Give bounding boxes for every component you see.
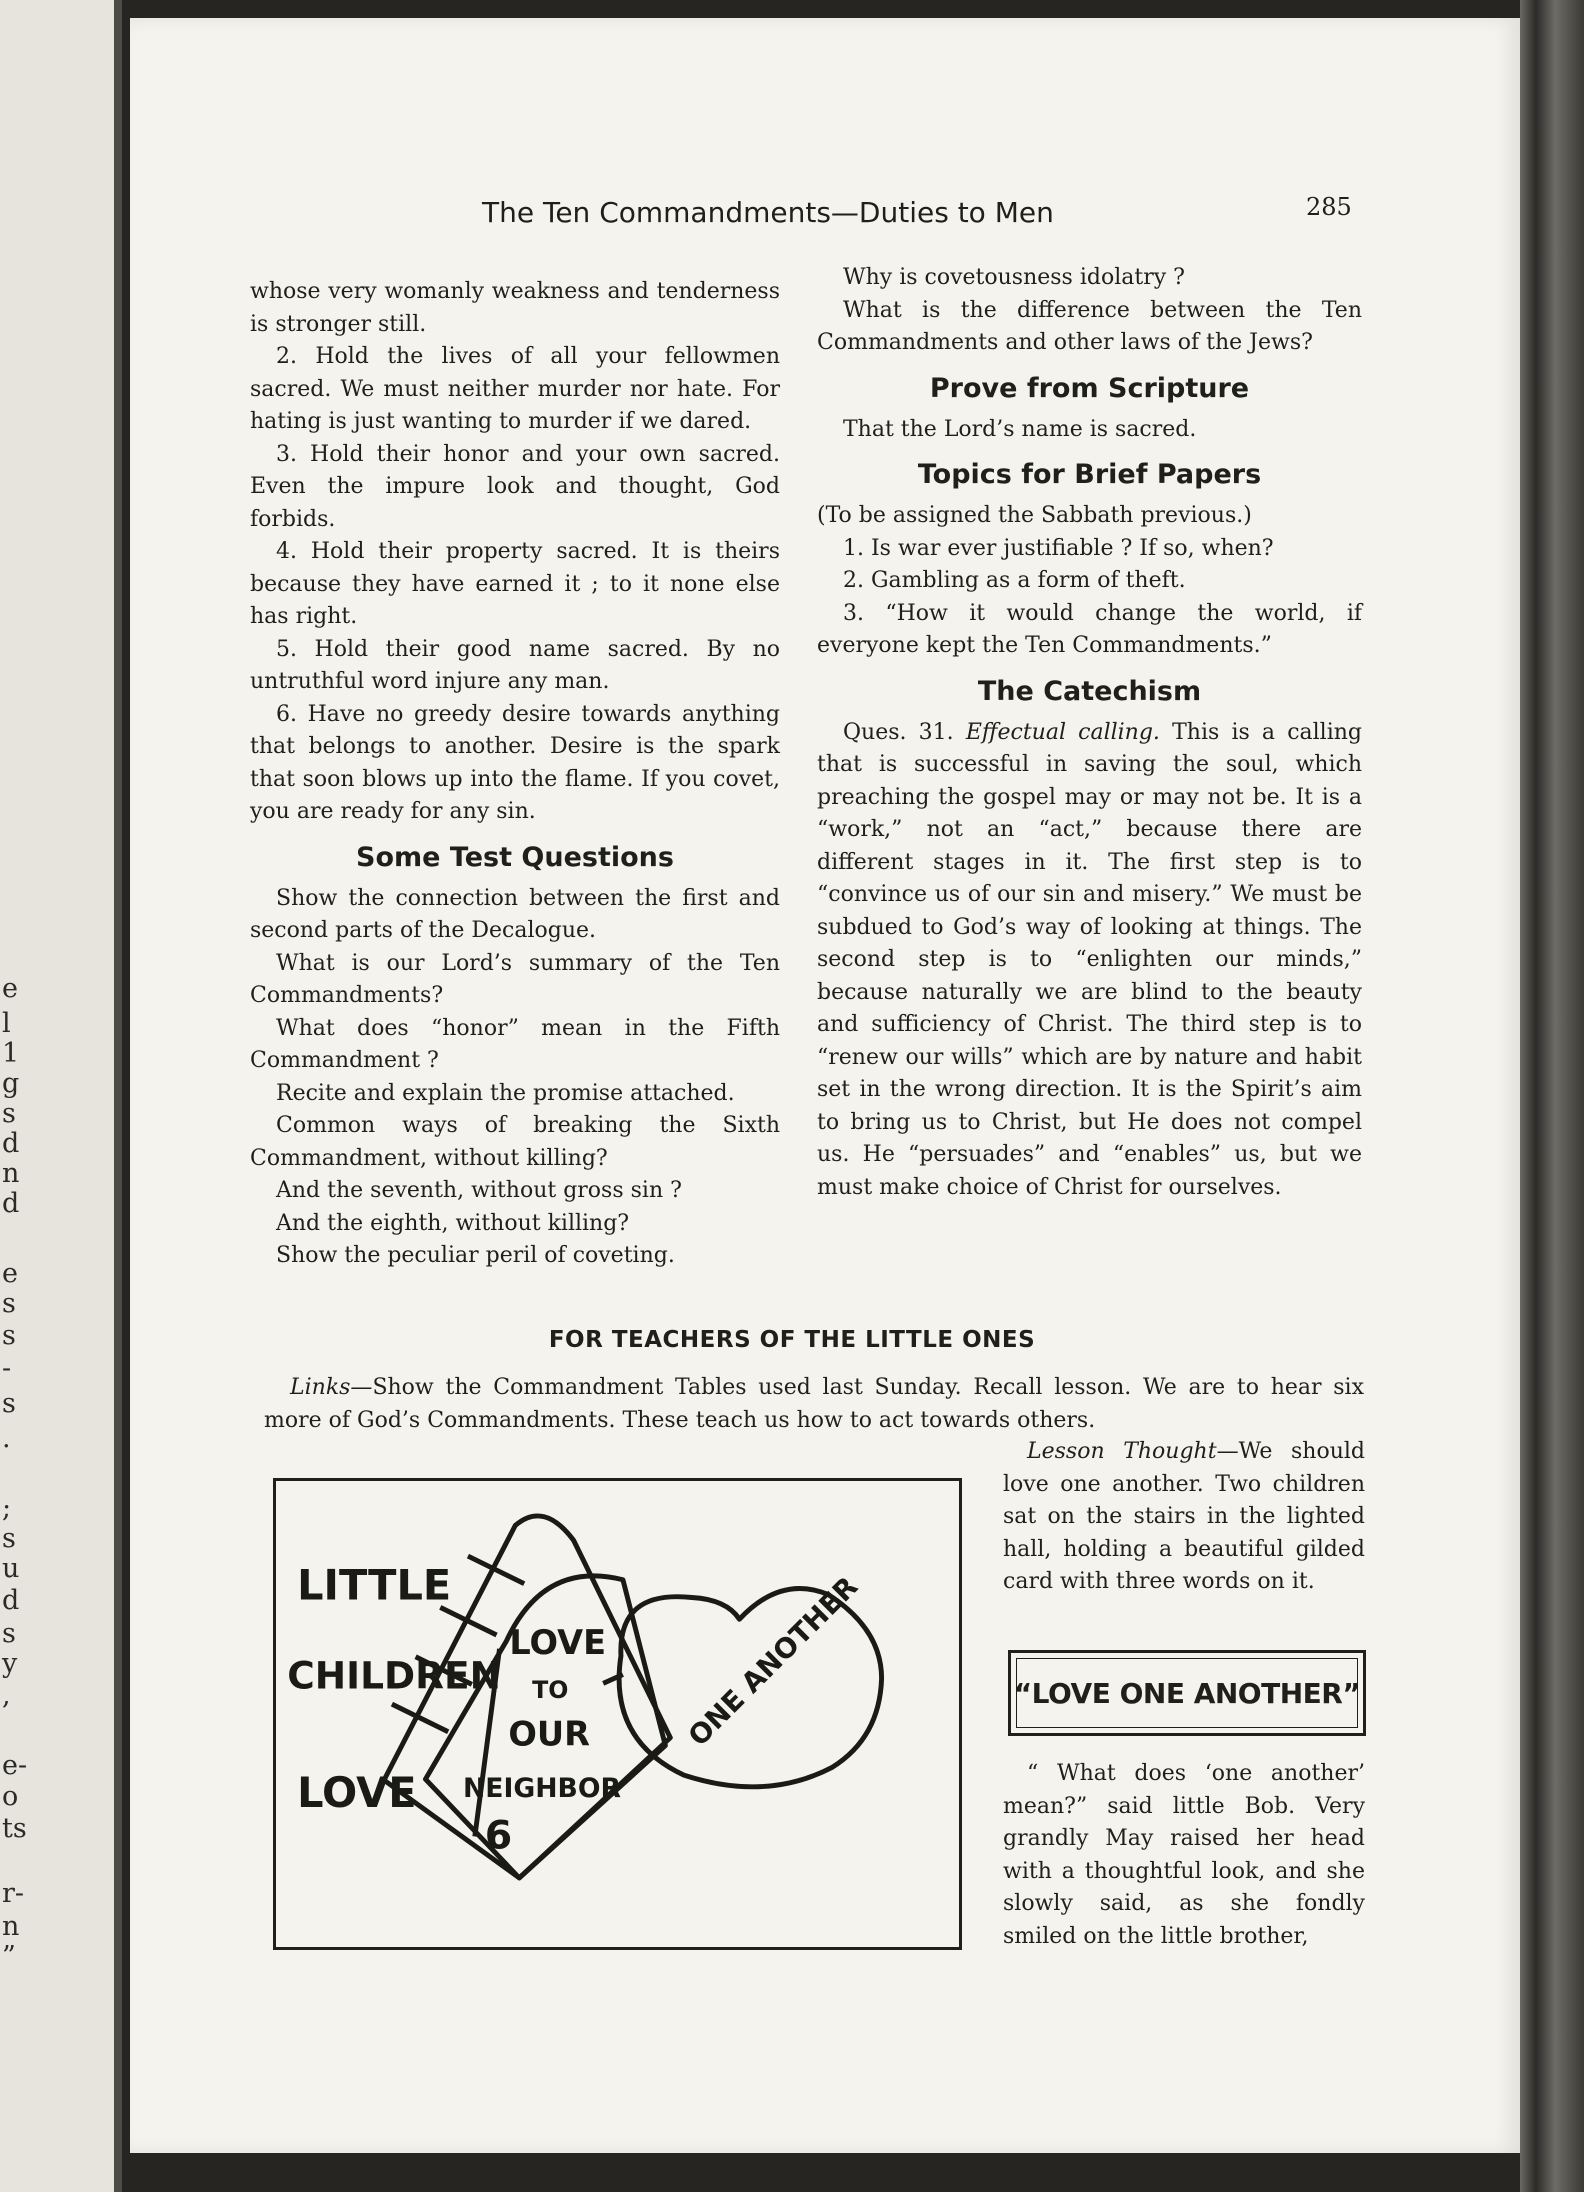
edge-fragment: o <box>2 1781 19 1812</box>
paragraph: 2. Hold the lives of all your fellowmen sacred. We must neither murder nor hate. For hating is just wanting to murder if we dared. <box>250 344 780 434</box>
edge-fragment: ts <box>2 1813 27 1844</box>
tablets-drawing <box>276 1481 959 1947</box>
left-column <box>250 276 780 1273</box>
tablet-number-six: 6 <box>484 1812 513 1859</box>
edge-fragment: u <box>2 1553 20 1584</box>
edge-fragment: s <box>2 1618 16 1649</box>
book-spine <box>1520 0 1584 2192</box>
commandment-tablets-illustration <box>273 1478 962 1950</box>
right-column <box>817 262 1362 1204</box>
side-word-children: CHILDREN <box>287 1653 502 1698</box>
edge-fragment: . <box>2 1423 11 1454</box>
test-question: Common ways of breaking the Sixth Commandment, without killing? <box>250 1113 780 1171</box>
paragraph: 6. Have no greedy desire towards anything that belongs to another. Desire is the spark that soon blows up into the flame. If you covet, you are ready for any sin. <box>250 701 780 824</box>
paragraph: 5. Hold their good name sacred. By no untruthful word injure any man. <box>250 636 780 694</box>
lesson-text: We should love one another. Two children sat on the stairs in the lighted hall, holding a beautiful gilded card with three words on it. <box>1003 1439 1366 1594</box>
links-text: Show the Commandment Tables used last Sunday. Recall lesson. We are to hear six more of God’s Commandments. These teach us how to act towards others. <box>264 1375 1364 1433</box>
test-question: What is the difference between the Ten Commandments and other laws of the Jews? <box>817 297 1362 355</box>
edge-fragment: - <box>2 1353 12 1384</box>
test-question: What is our Lord’s summary of the Ten Commandments? <box>250 950 780 1008</box>
topics-heading: Topics for Brief Papers <box>917 459 1262 490</box>
page-number: 285 <box>1306 193 1352 221</box>
edge-fragment: s <box>2 1523 16 1554</box>
edge-fragment: n <box>2 1158 20 1189</box>
tablet-word-love: LOVE <box>509 1622 607 1662</box>
edge-fragment: e <box>2 1258 18 1289</box>
edge-fragment: y <box>2 1648 18 1679</box>
edge-fragment: ; <box>2 1493 12 1524</box>
test-question: And the seventh, without gross sin ? <box>276 1178 682 1203</box>
edge-fragment: s <box>2 1098 16 1129</box>
topic-item: 1. Is war ever justifiable ? If so, when? <box>843 535 1274 561</box>
test-questions-heading: Some Test Questions <box>356 841 674 873</box>
topics-note: (To be assigned the Sabbath previous.) <box>817 503 1252 528</box>
tablet-word-our: OUR <box>508 1714 590 1754</box>
edge-fragment: e <box>2 973 18 1004</box>
story-paragraph: “ What does ‘one another’ mean?” said little Bob. Very grandly May raised her head with a thoughtful look, and she slowly said, as she fondly smiled on the little brother, <box>1003 1761 1365 1949</box>
motto-text: “LOVE ONE ANOTHER” <box>1013 1676 1361 1710</box>
links-label: Links— <box>290 1375 373 1400</box>
edge-fragment: s <box>2 1388 16 1419</box>
test-question: What does “honor” mean in the Fifth Commandment ? <box>250 1015 780 1073</box>
edge-fragment: l <box>2 1008 11 1039</box>
catechism-answer <box>817 717 1362 1205</box>
heart-text-one-another: ONE ANOTHER <box>681 1569 865 1753</box>
teachers-section-heading: FOR TEACHERS OF THE LITTLE ONES <box>548 1327 1036 1353</box>
test-question: Recite and explain the promise attached. <box>276 1080 735 1106</box>
test-question: Why is covetousness idolatry ? <box>843 265 1185 290</box>
catechism-heading: The Catechism <box>977 675 1202 707</box>
motto-box <box>1008 1650 1366 1736</box>
test-question: Show the peculiar peril of coveting. <box>276 1243 675 1268</box>
edge-fragment: s <box>2 1288 16 1319</box>
side-word-love: LOVE <box>297 1768 417 1817</box>
prove-text: That the Lord’s name is sacred. <box>843 416 1197 442</box>
lesson-label: Lesson Thought— <box>1027 1439 1239 1464</box>
catechism-topic: Effectual calling. <box>965 719 1160 745</box>
prove-heading: Prove from Scripture <box>929 372 1250 404</box>
edge-fragment: s <box>2 1320 16 1351</box>
edge-fragment: n <box>2 1911 20 1942</box>
edge-fragment: d <box>2 1188 20 1219</box>
side-word-little: LITTLE <box>297 1561 452 1610</box>
topic-item: 2. Gambling as a form of theft. <box>843 568 1186 593</box>
test-question: Show the connection between the first and second parts of the Decalogue. <box>250 885 780 943</box>
facing-page-edge <box>0 0 122 2192</box>
running-title: The Ten Commandments—Duties to Men <box>482 196 1054 229</box>
tablet-word-to: TO <box>532 1676 569 1705</box>
paragraph: 4. Hold their property sacred. It is theirs because they have earned it ; to it none else has right. <box>250 539 780 629</box>
edge-fragment: r- <box>2 1878 25 1909</box>
topic-item: 3. “How it would change the world, if everyone kept the Ten Commandments.” <box>817 600 1362 658</box>
edge-fragment: g <box>2 1068 20 1099</box>
links-paragraph <box>264 1372 1364 1437</box>
edge-fragment: ” <box>2 1941 16 1972</box>
edge-fragment: , <box>2 1680 11 1711</box>
catechism-question-number: Ques. 31. <box>843 719 954 745</box>
tablet-word-neighbor: NEIGHBOR <box>462 1772 622 1804</box>
lesson-thought <box>1003 1436 1365 1599</box>
paragraph: whose very womanly weakness and tenderness is stronger still. <box>250 279 780 337</box>
edge-fragment: d <box>2 1585 20 1616</box>
edge-fragment: 1 <box>2 1038 20 1069</box>
edge-fragment: d <box>2 1128 20 1159</box>
paragraph: 3. Hold their honor and your own sacred. Even the impure look and thought, God forbids. <box>250 441 780 532</box>
story-text <box>1003 1758 1365 1953</box>
edge-fragment: e- <box>2 1750 28 1781</box>
test-question: And the eighth, without killing? <box>276 1210 630 1236</box>
catechism-text: This is a calling that is successful in saving the soul, which preaching the gospel may or may not be. It is a “work,” not an “act,” because there are different stages in it. The first step is to “convince us of our sin and misery.” We must be subdued to God’s way of looking at things. The second step is to “enlighten our minds,” because naturally we are blind to the beauty and sufficiency of Christ. The third step is to “renew our wills” which are by nature and habit set in the wrong direction. It is the Spirit’s aim to bring us to Christ, but He does not compel us. He “persuades” and “enables” us, but we must make choice of Christ for ourselves. <box>817 719 1363 1200</box>
